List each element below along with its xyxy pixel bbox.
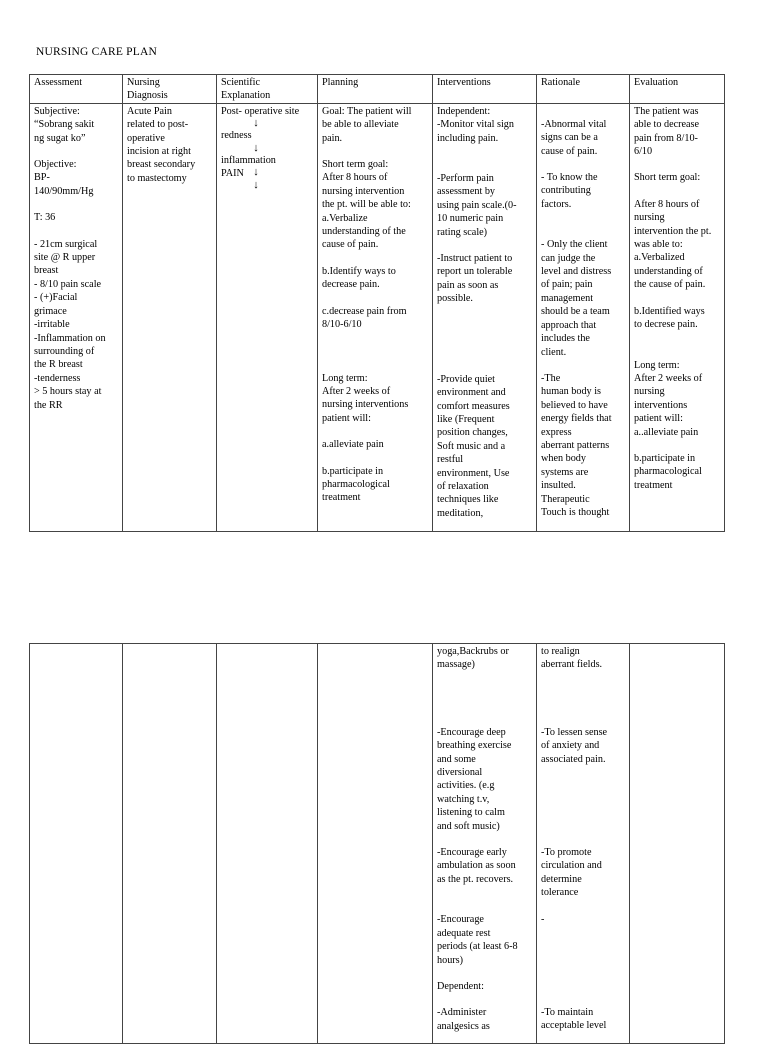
- rationale-item: -The human body is believed to have energy fields that express aberrant patterns when body systems are insulted. Therapeutic Touch is thought: [541, 372, 612, 518]
- arrow-down-icon: ↓: [253, 117, 259, 130]
- planning-cell: [318, 103, 433, 531]
- arrow-down-icon: ↓: [253, 179, 259, 192]
- document-title: NURSING CARE PLAN: [36, 46, 157, 58]
- objective-data: Objective: BP- 140/90mm/Hg: [34, 159, 94, 197]
- header-evaluation: Evaluation: [630, 75, 725, 104]
- planning-long-term: Long term: After 2 weeks of nursing interventions patient will:: [322, 372, 409, 424]
- assessment-cell: [30, 103, 123, 531]
- explanation-step: Post- operative site: [221, 105, 300, 117]
- explanation-step: redness: [221, 130, 252, 142]
- care-plan-table-page-1: [29, 74, 725, 532]
- intervention-item: -Encourage deep breathing exercise and some diversional activities. (e.g watching t.v, listening to calm and soft music): [437, 726, 512, 832]
- evaluation-cell: [630, 644, 725, 1044]
- assessment-cell: [30, 644, 123, 1044]
- arrow-down-icon: ↓: [253, 141, 259, 154]
- header-planning: Planning: [318, 75, 433, 104]
- interventions-cell: [433, 103, 537, 531]
- evaluation-item: After 8 hours of nursing intervention the pt. was able to: a.Verbalized understanding of the cause of pain.: [634, 198, 712, 291]
- content-row: [30, 103, 725, 531]
- explanation-step: inflammation: [221, 154, 276, 166]
- assessment-findings: - 21cm surgical site @ R upper breast - 8/10 pain scale - (+)Facial grimace -irritable -Inflammation on surrounding of the R breast -tenderness > 5 hours stay at the RR: [34, 238, 106, 411]
- scientific-explanation-cell: [217, 103, 318, 531]
- rationale-item: - Only the client can judge the level and distress of pain; pain management should be a team approach that includes the client.: [541, 239, 612, 358]
- header-interventions: Interventions: [433, 75, 537, 104]
- intervention-item: -Administer analgesics as: [437, 1007, 490, 1032]
- rationale-item: -To promote circulation and determine tolerance: [541, 847, 602, 899]
- planning-short-term-b: b.Identify ways to decrease pain.: [322, 265, 396, 291]
- header-nursing-diagnosis: Nursing Diagnosis: [123, 75, 217, 104]
- planning-long-term-b: b.participate in pharmacological treatment: [322, 465, 390, 504]
- rationale-item: -To lessen sense of anxiety and associated pain.: [541, 726, 608, 765]
- rationale-item: to realign aberrant fields.: [541, 646, 603, 671]
- header-rationale: Rationale: [537, 75, 630, 104]
- intervention-item: -Encourage early ambulation as soon as the pt. recovers.: [437, 847, 516, 885]
- evaluation-item: The patient was able to decrease pain from 8/10- 6/10: [634, 105, 700, 158]
- planning-goal: Goal: The patient will be able to alleviate pain.: [322, 105, 412, 144]
- header-row: [30, 75, 725, 104]
- rationale-item: -Abnormal vital signs can be a cause of pain.: [541, 118, 607, 157]
- header-scientific-explanation: Scientific Explanation: [217, 75, 318, 104]
- intervention-item: -Provide quiet environment and comfort measures like (Frequent position changes, Soft music and a restful environment, Use of relaxation techniques like meditation,: [437, 373, 510, 519]
- care-plan-table-page-2: [29, 643, 725, 1044]
- planning-long-term-a: a.alleviate pain: [322, 439, 384, 451]
- intervention-item: -Instruct patient to report un tolerable pain as soon as possible.: [437, 253, 513, 305]
- evaluation-item: Long term: After 2 weeks of nursing interventions patient will: a..alleviate pain: [634, 359, 703, 438]
- intervention-item: -Encourage adequate rest periods (at least 6-8 hours): [437, 914, 518, 966]
- intervention-item: Independent: -Monitor vital sign including pain.: [437, 105, 514, 144]
- planning-short-term: Short term goal: After 8 hours of nursing intervention the pt. will be able to: a.Verbalize understanding of the cause of pain.: [322, 159, 411, 251]
- header-assessment: Assessment: [30, 75, 123, 104]
- arrow-down-icon: ↓: [253, 166, 259, 179]
- evaluation-cell: [630, 103, 725, 531]
- evaluation-item: Short term goal:: [634, 172, 701, 184]
- evaluation-item: b.Identified ways to decrese pain.: [634, 305, 705, 331]
- subjective-data: Subjective: “Sobrang sakit ng sugat ko”: [34, 105, 95, 144]
- rationale-item: -: [541, 913, 545, 925]
- content-row: [30, 644, 725, 1044]
- interventions-cell: [433, 644, 537, 1044]
- rationale-item: - To know the contributing factors.: [541, 172, 598, 210]
- temperature: T: 36: [34, 212, 56, 224]
- intervention-item: yoga,Backrubs or massage): [437, 646, 509, 671]
- explanation-step: PAIN: [221, 168, 244, 180]
- scientific-explanation-cell: [217, 644, 318, 1044]
- planning-cell: [318, 644, 433, 1044]
- rationale-cell: [537, 103, 630, 531]
- planning-short-term-c: c.decrease pain from 8/10-6/10: [322, 305, 407, 331]
- rationale-item: -To maintain acceptable level: [541, 1007, 607, 1032]
- nursing-diagnosis-cell: Acute Pain related to post- operative incision at right breast secondary to mastectomy: [123, 103, 217, 531]
- intervention-item: -Perform pain assessment by using pain scale.(0- 10 numeric pain rating scale): [437, 173, 517, 238]
- evaluation-item: b.participate in pharmacological treatment: [634, 452, 702, 491]
- intervention-dependent-label: Dependent:: [437, 980, 484, 992]
- rationale-cell: [537, 644, 630, 1044]
- nursing-diagnosis-cell: [123, 644, 217, 1044]
